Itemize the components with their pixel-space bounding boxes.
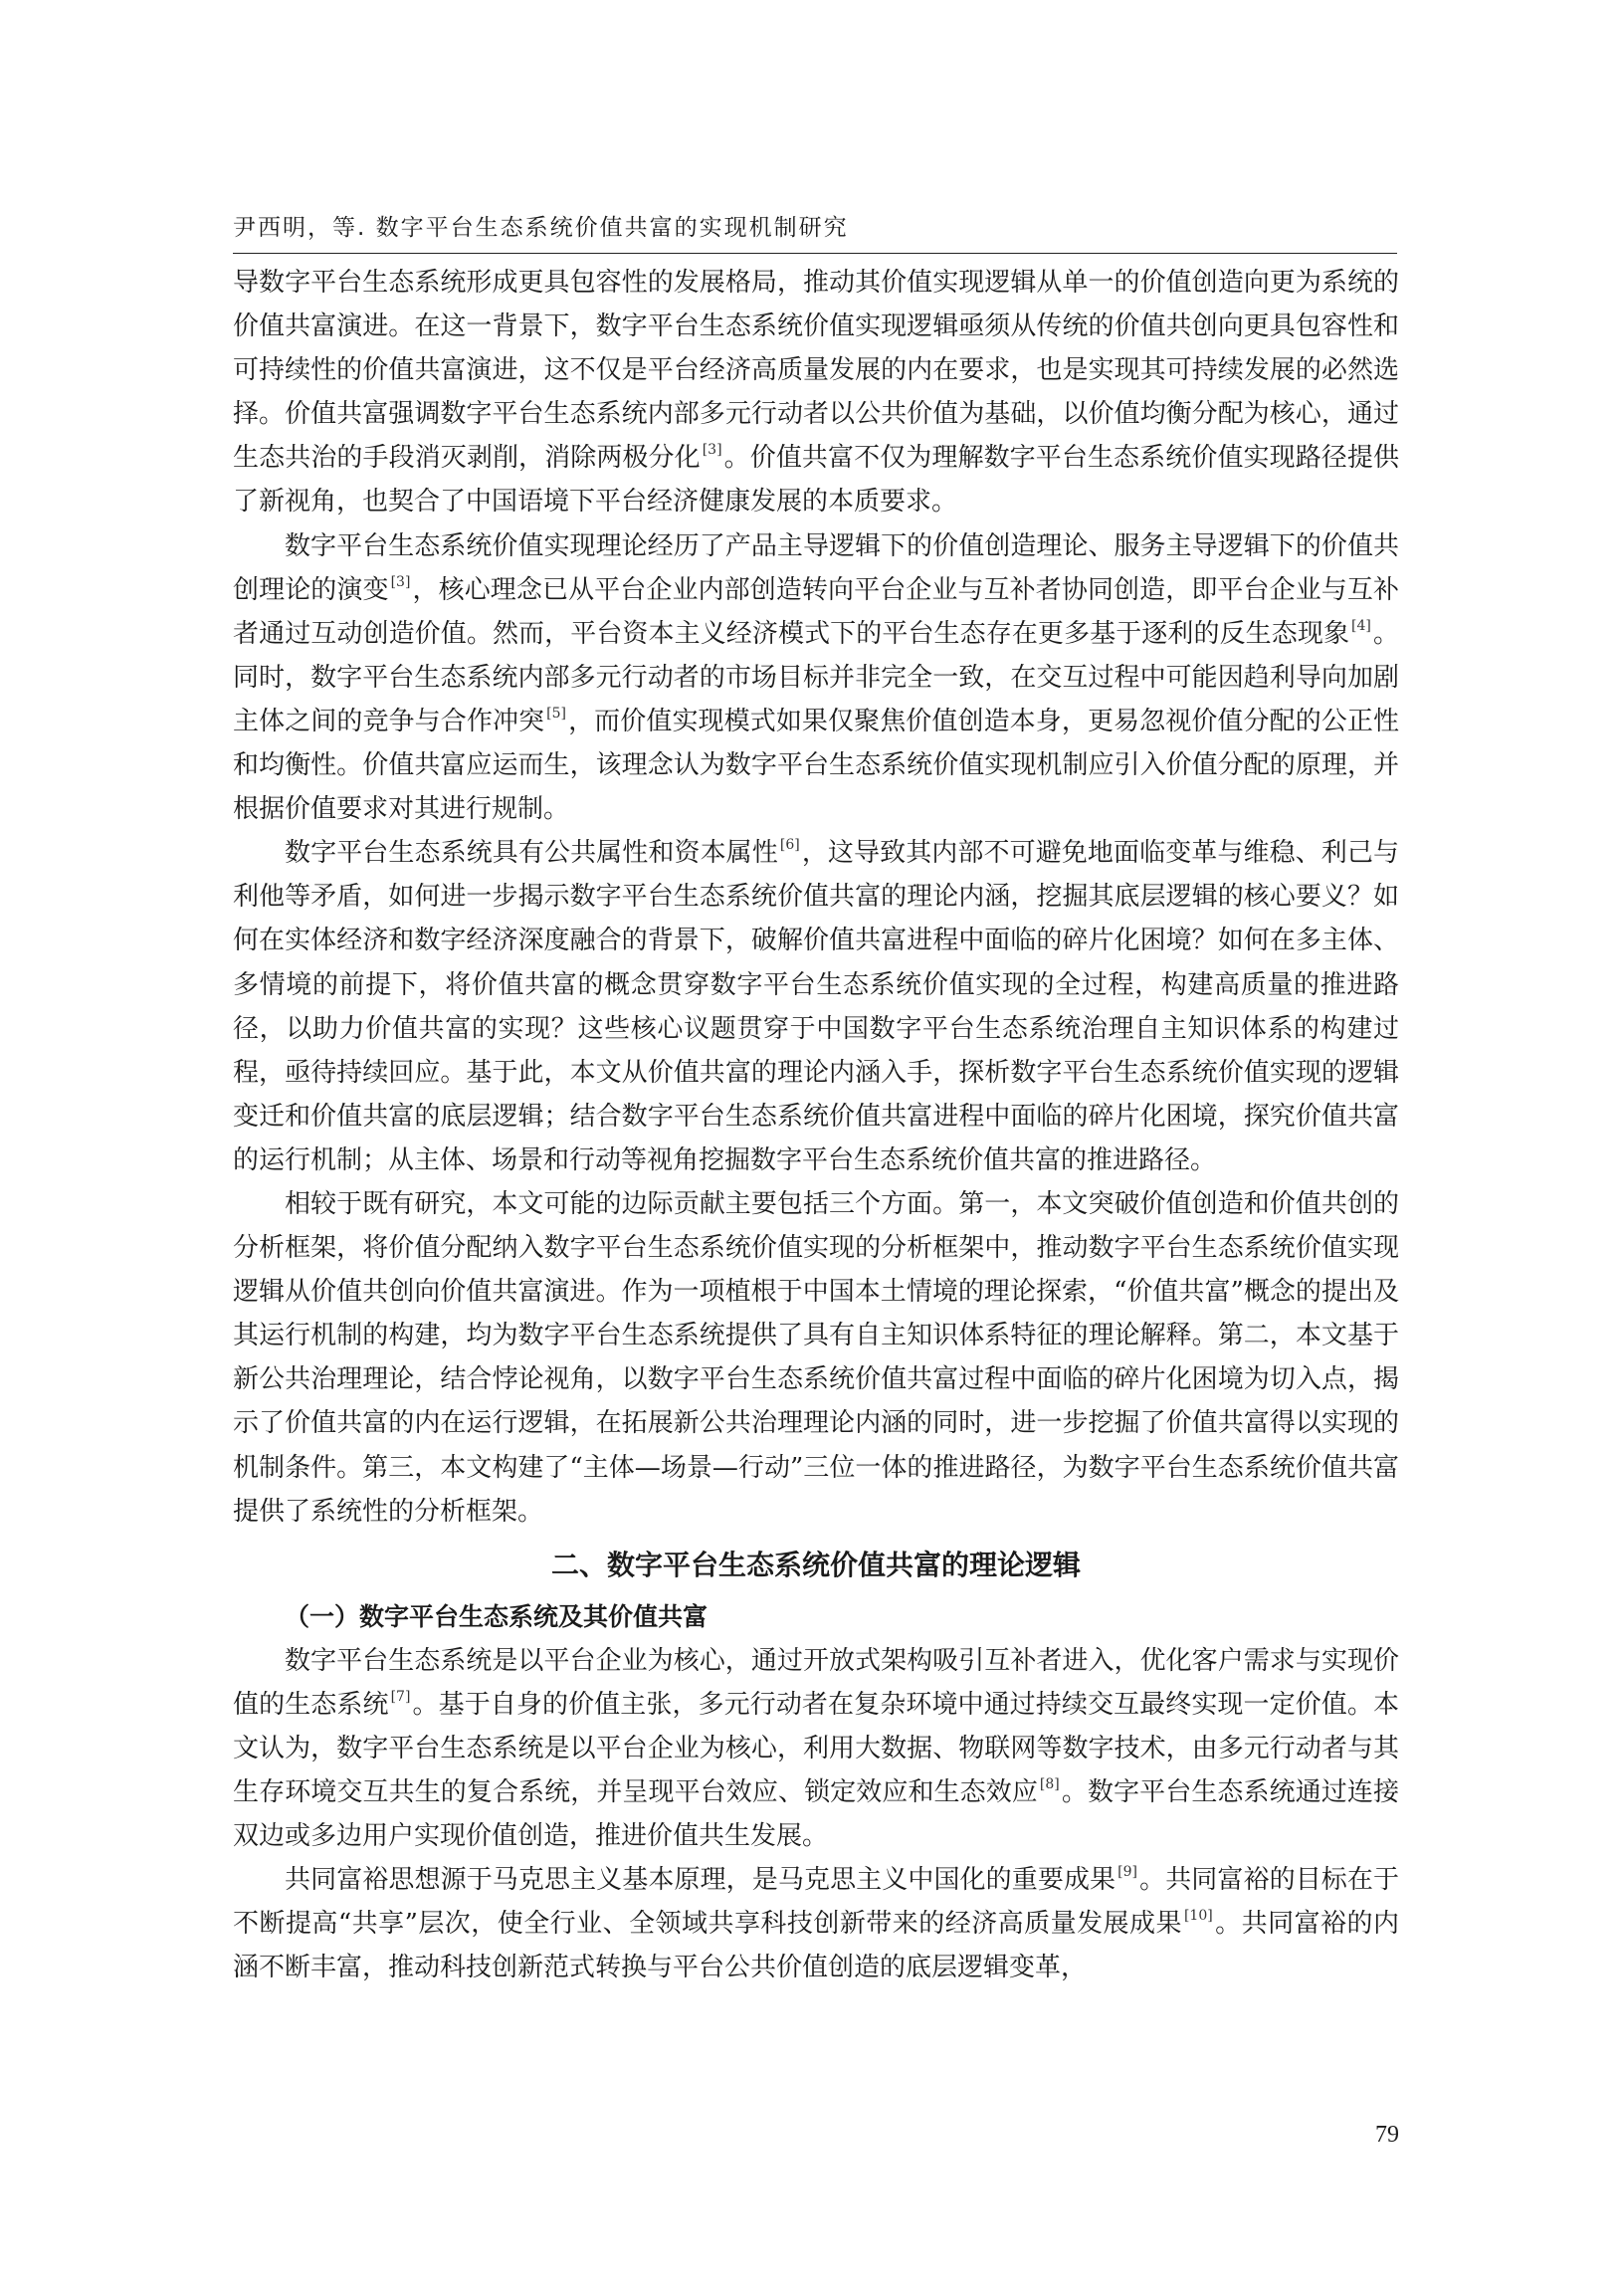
section-title: 二、数字平台生态系统价值共富的理论逻辑 [550,1548,1081,1581]
body-text [233,261,1399,1989]
page-number: 79 [1375,2122,1399,2148]
paragraph-3: 数字平台生态系统具有公共属性和资本属性 [6]，这导致其内部不可避免地面临变革与维稳、利己与利他等矛盾，如何进一步揭示数字平台生态系统价值共富的理论内涵，挖掘其底层逻辑的核心要义？如何在实体经济和数字经济深度融合的背景下，破解价值共富进程中面临的碎片化困境？如何在多主体、多情境的前提下，将价值共富的概念贯穿数字平台生态系统价值实现的全过程，构建高质量的推进路径，以助力价值共富的实现？这些核心议题贯穿于中国数字平台生态系统治理自主知识体系的构建过程，亟待持续回应。基于此，本文从价值共富的理论内涵入手，探析数字平台生态系统价值实现的逻辑变迁和价值共富的底层逻辑；结合数字平台生态系统价值共富进程中面临的碎片化困境，探究价值共富的运行机制；从主体、场景和行动等视角挖掘数字平台生态系统价值共富的推进路径。 [233,837,1399,1175]
citation-ref: [8] [1039,1776,1060,1792]
citation-ref: [4] [1351,617,1371,634]
running-header: 尹西明，等. 数字平台生态系统价值共富的实现机制研究 [233,215,849,241]
paragraph-6: 共同富裕思想源于马克思主义基本原理，是马克思主义中国化的重要成果 [9]。共同富裕的目标在于不断提高“共享”层次，使全行业、全领域共享科技创新带来的经济高质量发展成果 [10]。共同富裕的内涵不断丰富，推动科技创新范式转换与平台公共价值创造的底层逻辑变革， [233,1864,1399,1983]
citation-ref: [9] [1117,1864,1137,1881]
citation-ref: [3] [390,573,411,590]
citation-ref: [5] [546,705,566,722]
paragraph-2: 数字平台生态系统价值实现理论经历了产品主导逻辑下的价值创造理论、服务主导逻辑下的价值共创理论的演变 [3]，核心理念已从平台企业内部创造转向平台企业与互补者协同创造，即平台企业与互补者通过互动创造价值。然而，平台资本主义经济模式下的平台生态存在更多基于逐利的反生态现象 [4]。同时，数字平台生态系统内部多元行动者的市场目标并非完全一致，在交互过程中可能因趋利导向加剧主体之间的竞争与合作冲突 [5]，而价值实现模式如果仅聚焦价值创造本身，更易忽视价值分配的公正性和均衡性。价值共富应运而生，该理念认为数字平台生态系统价值实现机制应引入价值分配的原理，并根据价值要求对其进行规制。 [233,530,1399,825]
citation-ref: [6] [779,837,800,854]
paragraph-1: 导数字平台生态系统形成更具包容性的发展格局，推动其价值实现逻辑从单一的价值创造向更为系统的价值共富演进。在这一背景下，数字平台生态系统价值实现逻辑亟须从传统的价值共创向更具包容性和可持续性的价值共富演进，这不仅是平台经济高质量发展的内在要求，也是实现其可持续发展的必然选择。价值共富强调数字平台生态系统内部多元行动者以公共价值为基础，以价值均衡分配为核心，通过生态共治的手段消灭剥削，消除两极分化 [3]。价值共富不仅为理解数字平台生态系统价值实现路径提供了新视角，也契合了中国语境下平台经济健康发展的本质要求。 [233,268,1399,518]
paragraph-5: 数字平台生态系统是以平台企业为核心，通过开放式架构吸引互补者进入，优化客户需求与实现价值的生态系统 [7]。基于自身的价值主张，多元行动者在复杂环境中通过持续交互最终实现一定价值。本文认为，数字平台生态系统是以平台企业为核心，利用大数据、物联网等数字技术，由多元行动者与其生存环境交互共生的复合系统，并呈现平台效应、锁定效应和生态效应 [8]。数字平台生态系统通过连接双边或多边用户实现价值创造，推进价值共生发展。 [233,1645,1399,1852]
citation-ref: [7] [390,1688,411,1705]
subsection-title: （一）数字平台生态系统及其价值共富 [285,1601,709,1631]
header-rule [233,253,1397,254]
paragraph-4: 相较于既有研究，本文可能的边际贡献主要包括三个方面。第一，本文突破价值创造和价值共创的分析框架，将价值分配纳入数字平台生态系统价值实现的分析框架中，推动数字平台生态系统价值实现逻辑从价值共创向价值共富演进。作为一项植根于中国本土情境的理论探索，“价值共富”概念的提出及其运行机制的构建，均为数字平台生态系统提供了具有自主知识体系特征的理论解释。第二，本文基于新公共治理理论，结合悖论视角，以数字平台生态系统价值共富过程中面临的碎片化困境为切入点，揭示了价值共富的内在运行逻辑，在拓展新公共治理理论内涵的同时，进一步挖掘了价值共富得以实现的机制条件。第三，本文构建了“主体—场景—行动”三位一体的推进路径，为数字平台生态系统价值共富提供了系统性的分析框架。 [233,1188,1399,1527]
citation-ref: [10] [1183,1908,1213,1925]
citation-ref: [3] [702,442,722,459]
